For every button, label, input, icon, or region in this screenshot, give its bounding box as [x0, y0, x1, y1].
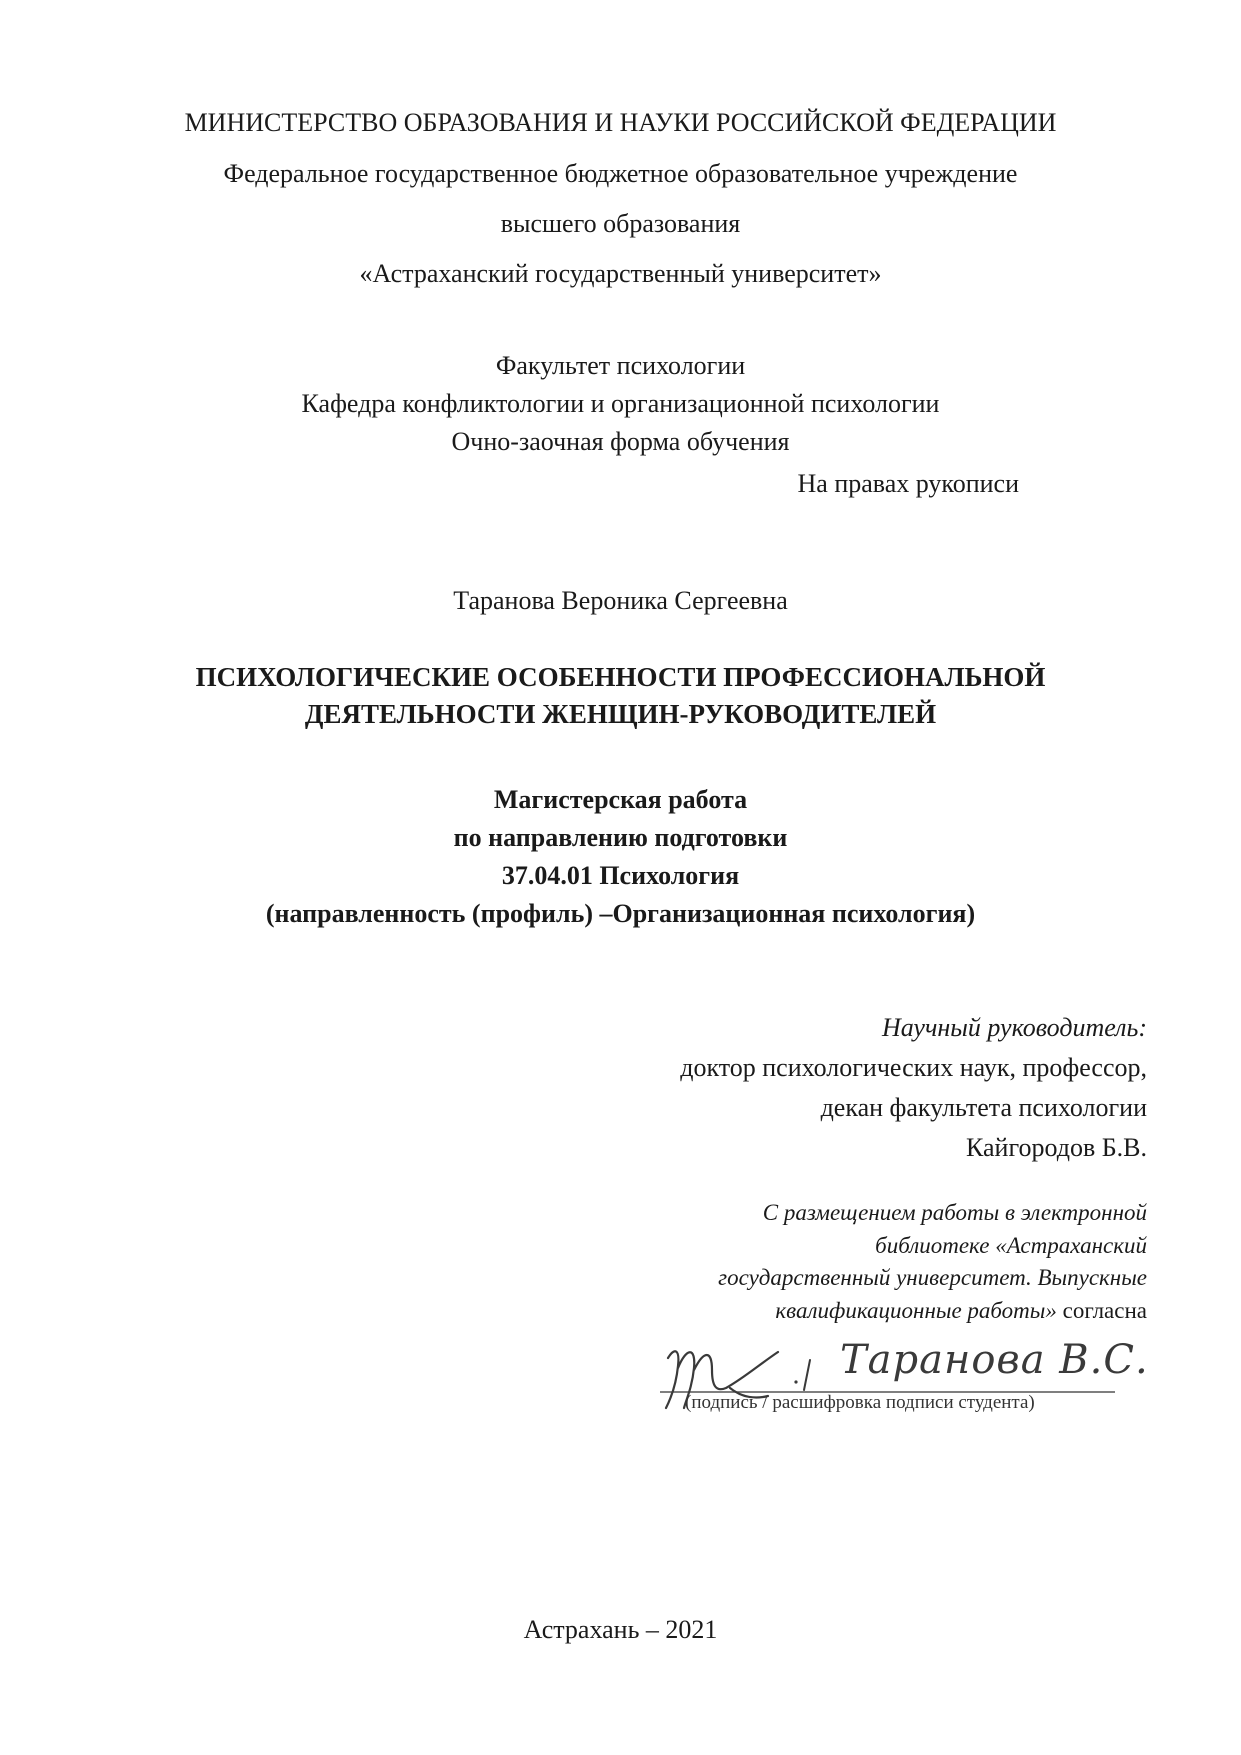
work-type-line-3: 37.04.01 Психология — [501, 861, 740, 890]
consent-line-1: С размещением работы в электронной — [762, 1200, 1147, 1225]
study-form: Очно-заочная форма обучения — [451, 427, 790, 456]
signature-caption: (подпись / расшифровка подписи студента) — [685, 1392, 1035, 1413]
city-year: Астрахань – 2021 — [523, 1615, 718, 1644]
manuscript-note: На правах рукописи — [797, 469, 1019, 498]
supervisor-block — [680, 1008, 1147, 1168]
university-name: «Астраханский государственный университет» — [359, 259, 882, 288]
author-name: Таранова Вероника Сергеевна — [453, 586, 788, 615]
faculty-name: Факультет психологии — [495, 351, 746, 380]
work-type-line-1: Магистерская работа — [493, 785, 748, 814]
supervisor-label: Научный руководитель: — [881, 1013, 1147, 1042]
department-name: Кафедра конфликтологии и организационной психологии — [301, 389, 940, 418]
ministry-line: МИНИСТЕРСТВО ОБРАЗОВАНИЯ И НАУКИ РОССИЙСКОЙ ФЕДЕРАЦИИ — [184, 108, 1057, 137]
thesis-title-line-1: ПСИХОЛОГИЧЕСКИЕ ОСОБЕННОСТИ ПРОФЕССИОНАЛЬНОЙ — [195, 662, 1046, 692]
supervisor-name: Кайгородов Б.В. — [966, 1133, 1147, 1162]
institution-line-2: высшего образования — [500, 209, 741, 238]
institution-line-1: Федеральное государственное бюджетное образовательное учреждение — [223, 159, 1018, 188]
supervisor-degree: доктор психологических наук, профессор, — [680, 1053, 1147, 1082]
consent-agree-word: согласна — [1062, 1297, 1147, 1323]
consent-line-2: библиотеке «Астраханский — [875, 1232, 1147, 1258]
signature-handwritten-name: Таранова В.С. — [840, 1337, 1149, 1383]
consent-block — [718, 1197, 1147, 1327]
work-type-line-4: (направленность (профиль) –Организационная психология) — [265, 899, 976, 928]
consent-line-4-italic: квалификационные работы» — [775, 1297, 1057, 1323]
consent-line-3: государственный университет. Выпускные — [718, 1265, 1147, 1290]
thesis-title-line-2: ДЕЯТЕЛЬНОСТИ ЖЕНЩИН-РУКОВОДИТЕЛЕЙ — [304, 699, 937, 729]
consent-line-4 — [718, 1295, 1147, 1328]
work-type-line-2: по направлению подготовки — [453, 823, 788, 852]
supervisor-position: декан факультета психологии — [820, 1093, 1147, 1122]
